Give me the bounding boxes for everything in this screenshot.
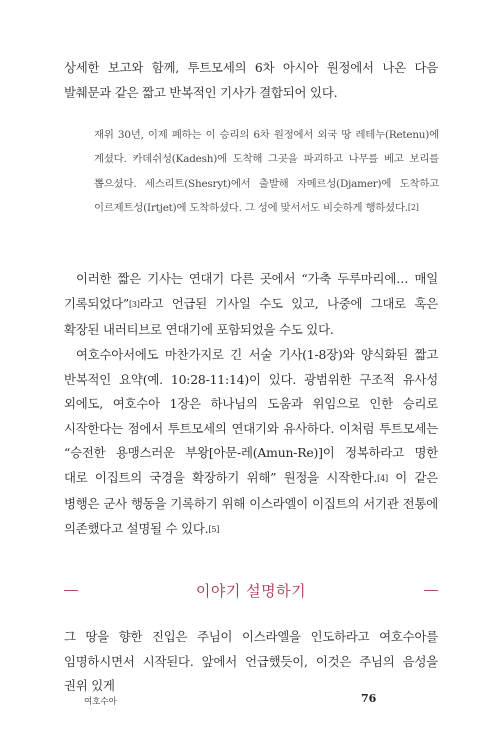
footnote-marker[interactable]: [4] [377,473,388,483]
section-heading [64,576,438,604]
heading-rule-right [424,590,438,591]
body-paragraph-2 [64,267,438,343]
body-paragraph-2-text-b: 라고 언급된 기사일 수도 있고, 나중에 그대로 혹은 확장된 내러티브로 연대기에 포함되었을 수도 있다. [64,295,438,337]
body-paragraph-4-text: 그 땅을 향한 진입은 주님이 이스라엘을 인도하라고 여호수아를 임명하시면서 시작된다. 앞에서 언급했듯이, 이것은 주님의 음성을 권위 있게 [64,629,438,693]
footnote-marker[interactable]: [5] [208,524,220,534]
body-paragraph-3 [64,343,438,543]
intro-paragraph [64,56,438,105]
footnote-marker[interactable]: [2] [407,202,419,212]
body-paragraph-3-text-a: 여호수아서에도 마찬가지로 긴 서술 기사(1-8장)와 양식화된 짧고 반복적인 요약(예. 10:28-11:14)이 있다. 광범위한 구조적 유사성 외에도, 여호수아 1장은 하나님의 도움과 위임으로 인한 승리로 시작한다는 점에서 투트모세의 연대기와 유사하다. 이처럼 투트모세는 “승전한 용맹스러운 부왕[아문-레(Amun-Re)]이 정복하라고 명한 대로 이집트의 국경을 확장하기 위해” 원정을 시작한다. [64,347,438,485]
section-heading-title: 이야기 설명하기 [195,581,307,600]
intro-paragraph-text: 상세한 보고와 함께, 투트모세의 6차 아시아 원정에서 나온 다음 발췌문과 같은 짧고 반복적인 기사가 결합되어 있다. [64,60,438,100]
body-paragraph-2-text-a: 이러한 짧은 기사는 연대기 다른 곳에서 “가축 두루마리에… 매일 기록되었다” [64,271,438,311]
body-paragraph-3-text-b: 이 같은 병행은 군사 행동을 기록하기 위해 이스라엘이 이집트의 서기관 전통에 의존했다고 설명될 수 있다. [64,469,438,536]
running-footer-title: 여호수아 [84,697,117,707]
block-quote-text: 재위 30년, 이제 폐하는 이 승리의 6차 원정에서 외국 땅 레테누(Retenu)에 계셨다. 카데쉬성(Kadesh)에 도착해 그곳을 파괴하고 나무를 베고 보리를 뽑으셨다. 세스리트(Shesryt)에서 출발해 자메르성(Djamer)에 도착하고 이르제트성(Irtjet)에 도착하셨다. 그 성에 맞서서도 비슷하게 행하셨다. [94,129,439,214]
footnote-marker[interactable]: [3] [128,299,140,309]
heading-rule-left [64,590,78,591]
body-paragraph-4 [64,625,438,699]
page-number: 76 [361,692,377,705]
block-quote [94,123,439,221]
